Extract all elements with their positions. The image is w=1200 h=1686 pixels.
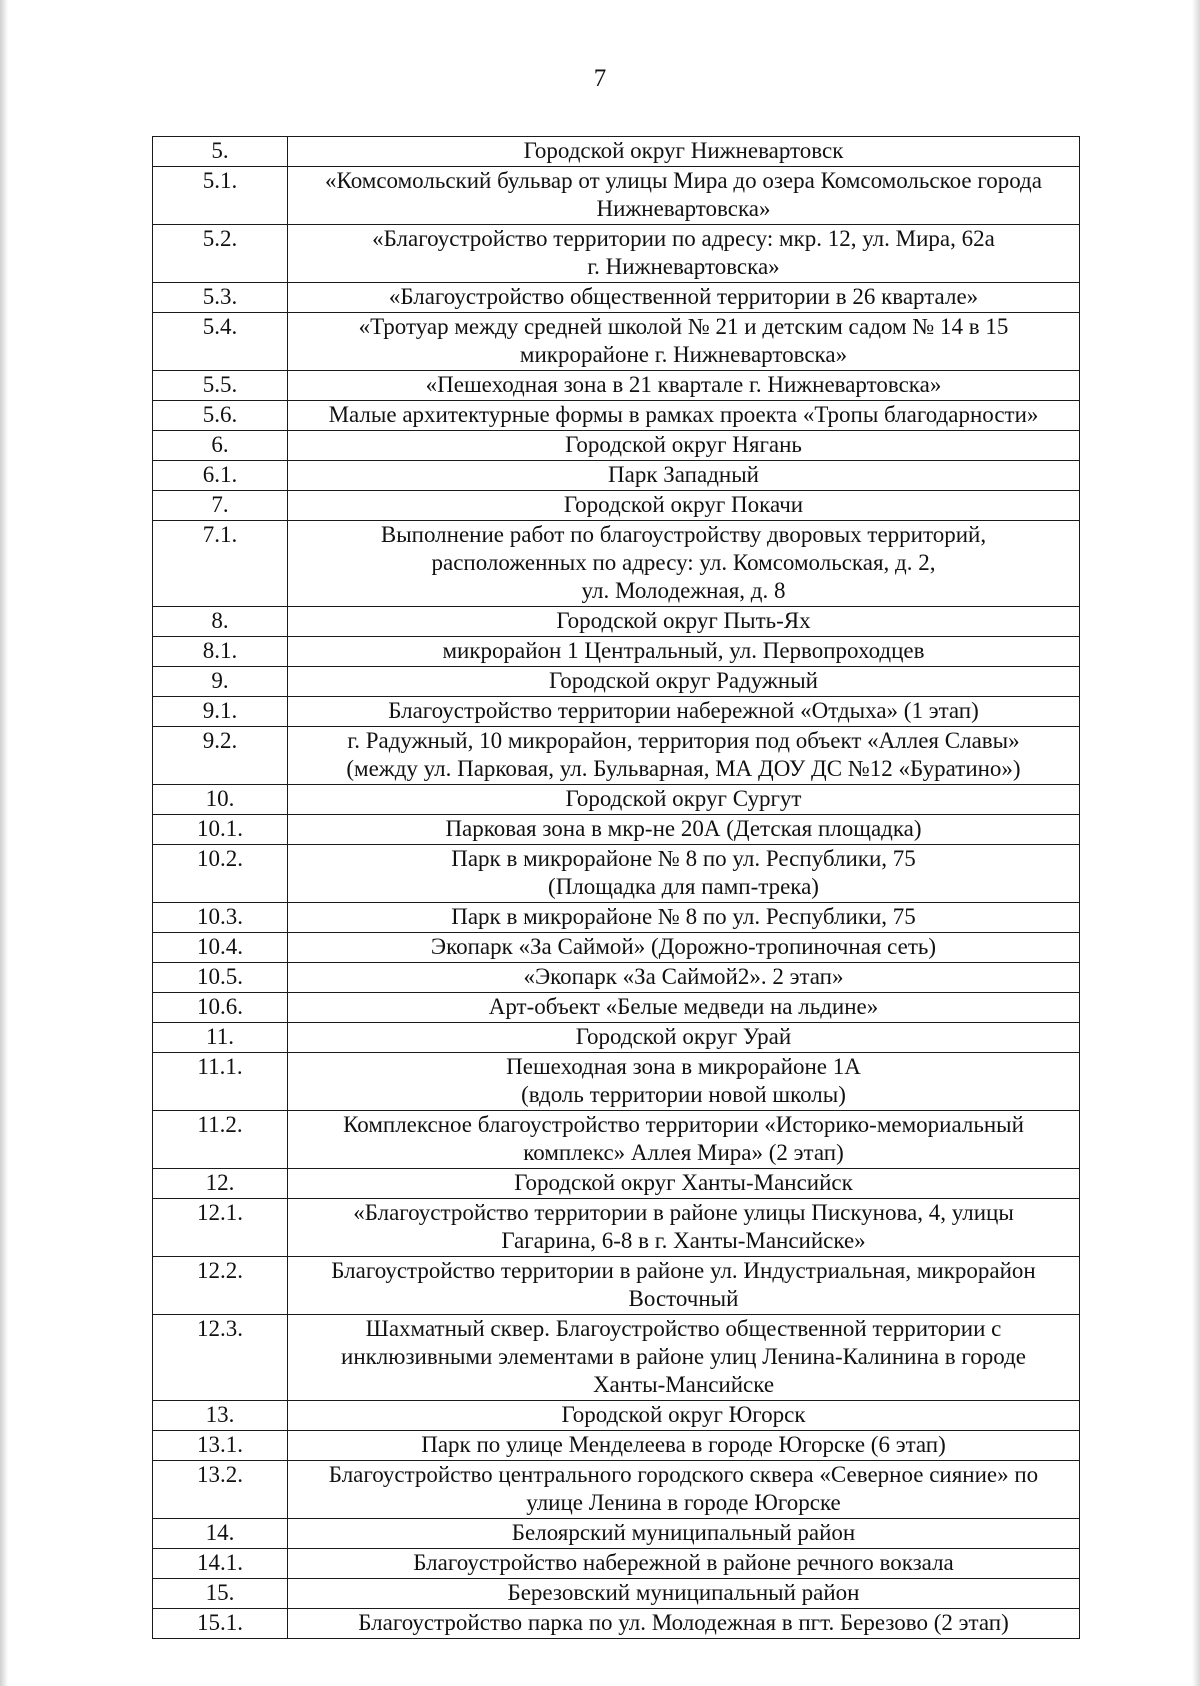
row-description-cell: Городской округ Ханты-Мансийск — [288, 1169, 1080, 1199]
table-row — [153, 461, 1080, 491]
table-row — [153, 903, 1080, 933]
row-description-cell: Арт-объект «Белые медведи на льдине» — [288, 993, 1080, 1023]
table-body — [153, 137, 1080, 1639]
row-description-cell: «Тротуар между средней школой № 21 и детским садом № 14 в 15 микрорайоне г. Нижневартовска» — [288, 313, 1080, 371]
row-description-cell: микрорайон 1 Центральный, ул. Первопроходцев — [288, 637, 1080, 667]
row-number-cell: 10.4. — [153, 933, 288, 963]
row-description-cell: Комплексное благоустройство территории «Историко-мемориальный комплекс» Аллея Мира» (2 этап) — [288, 1111, 1080, 1169]
row-number-cell: 6.1. — [153, 461, 288, 491]
row-number-cell: 10.6. — [153, 993, 288, 1023]
row-description-cell: «Пешеходная зона в 21 квартале г. Нижневартовска» — [288, 371, 1080, 401]
table-row — [153, 431, 1080, 461]
table-row — [153, 491, 1080, 521]
row-description-cell: Городской округ Радужный — [288, 667, 1080, 697]
row-number-cell: 13. — [153, 1401, 288, 1431]
objects-table — [152, 136, 1080, 1639]
row-description-cell: Благоустройство набережной в районе речного вокзала — [288, 1549, 1080, 1579]
row-description-cell: Парковая зона в мкр-не 20А (Детская площадка) — [288, 815, 1080, 845]
row-number-cell: 11.1. — [153, 1053, 288, 1111]
row-description-cell: Городской округ Пыть-Ях — [288, 607, 1080, 637]
table-row — [153, 1431, 1080, 1461]
row-number-cell: 10.3. — [153, 903, 288, 933]
row-description-cell: Пешеходная зона в микрорайоне 1А (вдоль территории новой школы) — [288, 1053, 1080, 1111]
row-number-cell: 9. — [153, 667, 288, 697]
row-number-cell: 9.1. — [153, 697, 288, 727]
row-number-cell: 5.2. — [153, 225, 288, 283]
row-description-cell: Парк в микрорайоне № 8 по ул. Республики, 75 — [288, 903, 1080, 933]
table-row — [153, 1401, 1080, 1431]
row-description-cell: Городской округ Нягань — [288, 431, 1080, 461]
row-description-cell: Выполнение работ по благоустройству дворовых территорий, расположенных по адресу: ул. Комсомольская, д. 2, ул. Молодежная, д. 8 — [288, 521, 1080, 607]
table-row — [153, 697, 1080, 727]
table-row — [153, 963, 1080, 993]
scan-edge-left — [0, 0, 8, 1686]
row-description-cell: Белоярский муниципальный район — [288, 1519, 1080, 1549]
row-number-cell: 8. — [153, 607, 288, 637]
row-description-cell: Благоустройство парка по ул. Молодежная в пгт. Березово (2 этап) — [288, 1609, 1080, 1639]
row-description-cell: Парк в микрорайоне № 8 по ул. Республики, 75 (Площадка для памп-трека) — [288, 845, 1080, 903]
row-description-cell: Городской округ Покачи — [288, 491, 1080, 521]
table-row — [153, 845, 1080, 903]
row-description-cell: Благоустройство территории набережной «Отдыха» (1 этап) — [288, 697, 1080, 727]
table-row — [153, 667, 1080, 697]
row-number-cell: 7. — [153, 491, 288, 521]
row-description-cell: Городской округ Сургут — [288, 785, 1080, 815]
row-number-cell: 12.2. — [153, 1257, 288, 1315]
row-number-cell: 10. — [153, 785, 288, 815]
row-description-cell: «Экопарк «За Саймой2». 2 этап» — [288, 963, 1080, 993]
row-number-cell: 14. — [153, 1519, 288, 1549]
table-row — [153, 225, 1080, 283]
row-description-cell: Благоустройство центрального городского сквера «Северное сияние» по улице Ленина в городе Югорске — [288, 1461, 1080, 1519]
table-row — [153, 637, 1080, 667]
table-row — [153, 1461, 1080, 1519]
row-number-cell: 9.2. — [153, 727, 288, 785]
table-row — [153, 993, 1080, 1023]
row-number-cell: 14.1. — [153, 1549, 288, 1579]
row-description-cell: г. Радужный, 10 микрорайон, территория под объект «Аллея Славы» (между ул. Парковая, ул. Бульварная, МА ДОУ ДС №12 «Буратино») — [288, 727, 1080, 785]
row-description-cell: Парк по улице Менделеева в городе Югорске (6 этап) — [288, 1431, 1080, 1461]
row-description-cell: Городской округ Урай — [288, 1023, 1080, 1053]
row-number-cell: 5.3. — [153, 283, 288, 313]
row-description-cell: Парк Западный — [288, 461, 1080, 491]
row-number-cell: 8.1. — [153, 637, 288, 667]
row-number-cell: 5.1. — [153, 167, 288, 225]
table-row — [153, 607, 1080, 637]
scan-edge-right — [1192, 0, 1200, 1686]
row-number-cell: 13.1. — [153, 1431, 288, 1461]
table-row — [153, 1053, 1080, 1111]
row-description-cell: Шахматный сквер. Благоустройство общественной территории с инклюзивными элементами в районе улиц Ленина-Калинина в городе Ханты-Мансийске — [288, 1315, 1080, 1401]
table-row — [153, 1519, 1080, 1549]
table-row — [153, 785, 1080, 815]
table-row — [153, 313, 1080, 371]
row-description-cell: «Комсомольский бульвар от улицы Мира до озера Комсомольское города Нижневартовска» — [288, 167, 1080, 225]
row-number-cell: 12.1. — [153, 1199, 288, 1257]
row-number-cell: 12.3. — [153, 1315, 288, 1401]
row-description-cell: «Благоустройство территории по адресу: мкр. 12, ул. Мира, 62а г. Нижневартовска» — [288, 225, 1080, 283]
table-row — [153, 1023, 1080, 1053]
row-number-cell: 5. — [153, 137, 288, 167]
row-description-cell: Экопарк «За Саймой» (Дорожно-тропиночная сеть) — [288, 933, 1080, 963]
table-row — [153, 1609, 1080, 1639]
row-description-cell: Благоустройство территории в районе ул. Индустриальная, микрорайон Восточный — [288, 1257, 1080, 1315]
row-number-cell: 12. — [153, 1169, 288, 1199]
row-number-cell: 11. — [153, 1023, 288, 1053]
table-row — [153, 1315, 1080, 1401]
row-description-cell: «Благоустройство территории в районе улицы Пискунова, 4, улицы Гагарина, 6-8 в г. Ханты-Мансийске» — [288, 1199, 1080, 1257]
page-number: 7 — [593, 65, 607, 92]
table-row — [153, 167, 1080, 225]
table-row — [153, 933, 1080, 963]
row-description-cell: Городской округ Нижневартовск — [288, 137, 1080, 167]
row-number-cell: 10.1. — [153, 815, 288, 845]
row-description-cell: Березовский муниципальный район — [288, 1579, 1080, 1609]
row-number-cell: 5.6. — [153, 401, 288, 431]
row-number-cell: 13.2. — [153, 1461, 288, 1519]
row-number-cell: 10.5. — [153, 963, 288, 993]
table-row — [153, 1579, 1080, 1609]
table-row — [153, 137, 1080, 167]
table-row — [153, 371, 1080, 401]
row-number-cell: 6. — [153, 431, 288, 461]
table-row — [153, 1169, 1080, 1199]
row-number-cell: 15. — [153, 1579, 288, 1609]
row-number-cell: 11.2. — [153, 1111, 288, 1169]
table-row — [153, 815, 1080, 845]
table-row — [153, 1199, 1080, 1257]
table-row — [153, 521, 1080, 607]
row-number-cell: 10.2. — [153, 845, 288, 903]
table-row — [153, 401, 1080, 431]
row-number-cell: 5.4. — [153, 313, 288, 371]
table-row — [153, 1257, 1080, 1315]
table-row — [153, 283, 1080, 313]
table-row — [153, 1111, 1080, 1169]
row-number-cell: 15.1. — [153, 1609, 288, 1639]
row-description-cell: Городской округ Югорск — [288, 1401, 1080, 1431]
row-number-cell: 5.5. — [153, 371, 288, 401]
row-number-cell: 7.1. — [153, 521, 288, 607]
row-description-cell: «Благоустройство общественной территории в 26 квартале» — [288, 283, 1080, 313]
table-row — [153, 727, 1080, 785]
table-row — [153, 1549, 1080, 1579]
row-description-cell: Малые архитектурные формы в рамках проекта «Тропы благодарности» — [288, 401, 1080, 431]
